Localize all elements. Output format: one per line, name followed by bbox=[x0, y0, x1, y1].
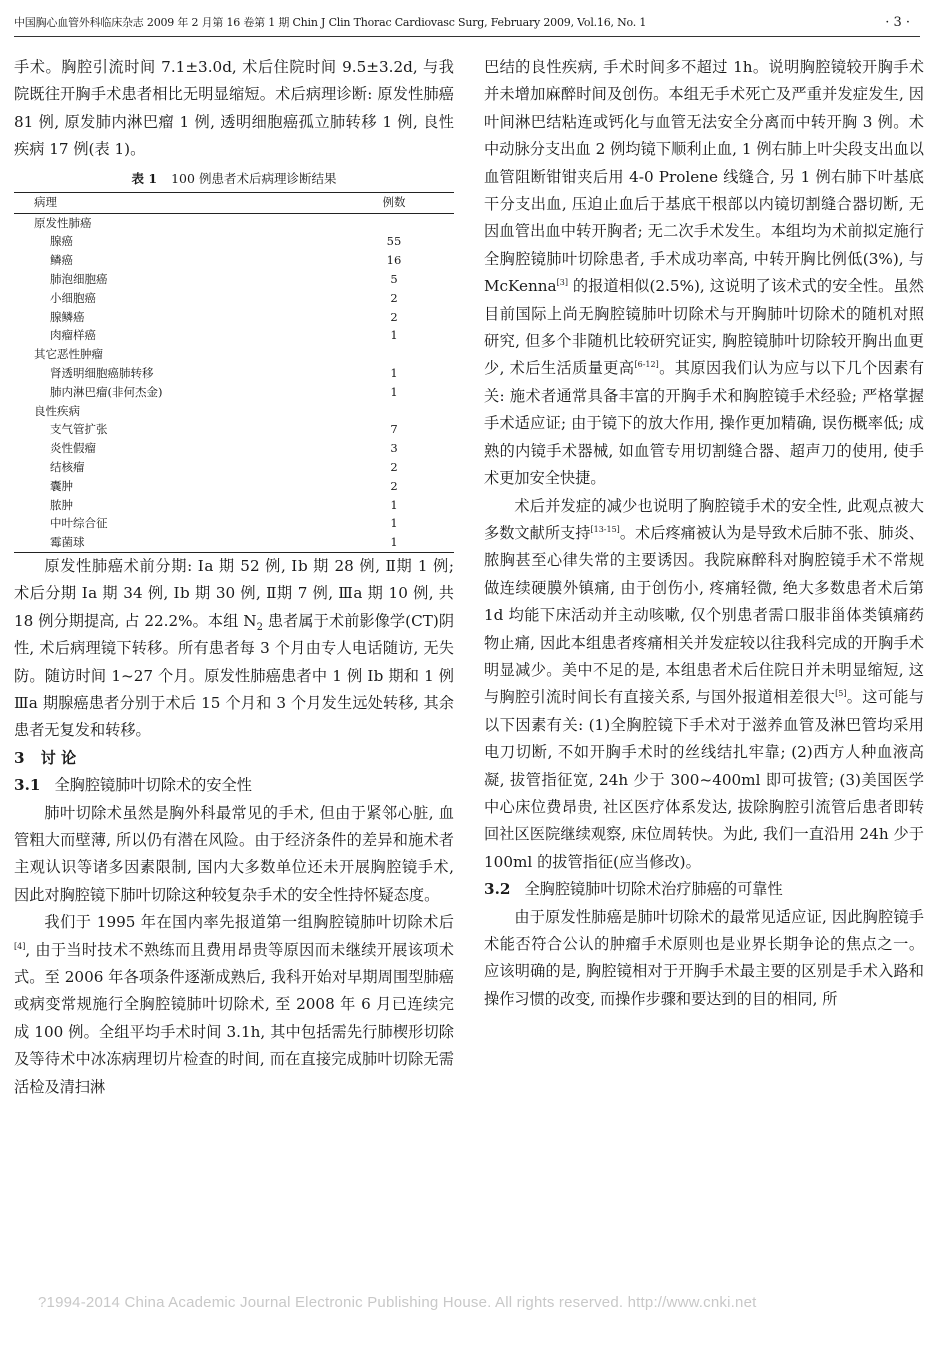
group-label: 良性疾病 bbox=[34, 403, 80, 418]
case-count: 1 bbox=[390, 366, 398, 380]
case-count: 3 bbox=[390, 441, 398, 456]
table-row bbox=[14, 420, 454, 439]
case-count: 2 bbox=[390, 309, 398, 324]
citation[interactable]: [13-15] bbox=[590, 524, 620, 534]
table-row bbox=[14, 439, 454, 458]
case-count: 1 bbox=[390, 328, 398, 343]
table-caption bbox=[14, 170, 454, 188]
paragraph: 由于原发性肺癌是肺叶切除术的最常见适应证, 因此胸腔镜手术能否符合公认的肿瘤手术原则也是业界长期争论的焦点之一。应该明确的是, 胸腔镜相对于开胸手术最主要的区别是手术入路和操作习惯的改变, 而操作步骤和要达到的目的相同, 所 bbox=[484, 907, 924, 1008]
case-count: 16 bbox=[386, 253, 402, 268]
journal-citation: 中国胸心血管外科临床杂志 2009 年 2 月第 16 卷第 1 期 Chin J Clin Thorac Cardiovasc Surg, February 2009, Vol.16, No. 1 bbox=[14, 16, 647, 29]
table-row bbox=[14, 533, 454, 552]
case-count: 2 bbox=[390, 290, 398, 305]
table-title: 100 例患者术后病理诊断结果 bbox=[171, 170, 337, 186]
table-row bbox=[14, 496, 454, 515]
pathology-name: 腺癌 bbox=[50, 234, 73, 249]
pathology-name: 鳞癌 bbox=[50, 253, 73, 268]
pathology-name: 囊肿 bbox=[50, 478, 73, 493]
case-count: 2 bbox=[390, 478, 398, 493]
left-column bbox=[14, 54, 454, 1101]
pathology-name: 中叶综合征 bbox=[50, 516, 108, 531]
right-column bbox=[484, 54, 924, 1013]
table-row bbox=[14, 289, 454, 308]
table-group-row bbox=[14, 213, 454, 232]
case-count: 5 bbox=[390, 272, 398, 287]
paragraph: 原发性肺癌术前分期: Ⅰa 期 52 例, Ⅰb 期 28 例, Ⅱ期 1 例; 术后分期 Ⅰa 期 34 例, Ⅰb 期 30 例, Ⅱ期 7 例, Ⅲa 期 10 例, 共 18 例分期提高, 占 22.2%。本组 $N_2$ 患者属于术前影像学(CT)阴性, 术后病理镜下转移。所有患者每 3 个月由专人电话随访, 无失防。随访时间 1~27 个月。原发性肺癌患者中 1 例 Ⅰb 期和 1 例 Ⅲa 期腺癌患者分别于术后 15 个月和 3 个月发生远处转移, 其余患者无复发和转移。 bbox=[14, 556, 455, 740]
subsection-heading: 3.2 全胸腔镜肺叶切除术治疗肺癌的可靠性 bbox=[484, 880, 783, 899]
case-count: 1 bbox=[390, 384, 398, 399]
column-header-pathology: 病理 bbox=[14, 192, 334, 213]
pathology-name: 炎性假瘤 bbox=[50, 441, 96, 456]
pathology-name: 肺泡细胞癌 bbox=[50, 272, 108, 287]
citation[interactable]: [5] bbox=[835, 689, 847, 699]
case-count: 1 bbox=[390, 516, 398, 531]
table-row bbox=[14, 251, 454, 270]
paragraph: 术后并发症的减少也说明了胸腔镜手术的安全性, 此观点被大多数文献所支持[13-15]。术后疼痛被认为是导致术后肺不张、肺炎、脓胸甚至心律失常的主要诱因。我院麻醉科对胸腔镜手术不常规做连续硬膜外镇痛, 由于创伤小, 疼痛轻微, 绝大多数患者术后第 1d 均能下床活动并主动咳嗽, 仅个别患者需口服非甾体类镇痛药物止痛, 因此本组患者疼痛相关并发症较以往我科完成的开胸手术明显减少。美中不足的是, 本组患者术后住院日并未明显缩短, 这与胸腔引流时间长有直接关系, 与国外报道相差很大[5]。这可能与以下因素有关: (1)全胸腔镜下手术对于滋养血管及淋巴管均采用电刀切断, 不如开胸手术时的丝线结扎牢靠; (2)西方人种血液高凝, 拔管指征宽, 24h 少于 300~400ml 即可拔管; (3)美国医学中心床位费昂贵, 社区医疗体系发达, 拔除胸腔引流管后患者即转回社区医院继续观察, 床位周转快。为此, 我们一直沿用 24h 少于 100ml 的拔管指征(应当修改)。 bbox=[484, 496, 925, 871]
pathology-name: 结核瘤 bbox=[50, 459, 85, 474]
page-number: · 3 · bbox=[885, 15, 910, 30]
table-row bbox=[14, 514, 454, 533]
citation[interactable]: [3] bbox=[556, 278, 568, 288]
table-row bbox=[14, 326, 454, 345]
table-row bbox=[14, 458, 454, 477]
table-header-row bbox=[14, 192, 454, 213]
copyright-watermark: ?1994-2014 China Academic Journal Electronic Publishing House. All rights reserved. http://www.cnki.net bbox=[38, 1294, 757, 1311]
table-row bbox=[14, 308, 454, 327]
case-count: 2 bbox=[390, 459, 398, 474]
paragraph: 手术。胸腔引流时间 7.1±3.0d, 术后住院时间 9.5±3.2d, 与我院既往开胸手术患者相比无明显缩短。术后病理诊断: 原发性肺癌 81 例, 原发肺内淋巴瘤 1 例, 透明细胞癌孤立肺转移 1 例, 良性疾病 17 例(表 1)。 bbox=[14, 58, 454, 159]
table-row bbox=[14, 232, 454, 251]
table-row bbox=[14, 364, 454, 383]
pathology-name: 肉瘤样癌 bbox=[50, 328, 96, 343]
table-row bbox=[14, 477, 454, 496]
case-count: 1 bbox=[390, 497, 398, 512]
pathology-table bbox=[14, 192, 454, 553]
case-count: 1 bbox=[390, 535, 398, 550]
table-group-row bbox=[14, 345, 454, 364]
table-number: 表 1 bbox=[131, 170, 158, 186]
pathology-name: 肾透明细胞癌肺转移 bbox=[50, 366, 154, 380]
pathology-name: 脓肿 bbox=[50, 497, 73, 512]
paragraph: 巴结的良性疾病, 手术时间多不超过 1h。说明胸腔镜较开胸手术并未增加麻醉时间及创伤。本组无手术死亡及严重并发症发生, 因叶间淋巴结粘连或钙化与血管无法安全分离而中转开胸 3 例。术中动脉分支出血 2 例均镜下顺利止血, 1 例右肺上叶尖段支出血以血管阻断钳钳夹后用 4-0 Prolene 线缝合, 另 1 例右肺下叶基底干分支出血, 压迫止血后于基底干根部以内镜切割缝合器切断, 无因血管出血中转开胸者; 无二次手术发生。本组均为术前拟定施行全胸腔镜肺叶切除患者, 手术成功率高, 中转开胸比例低(3%), 与 McKenna[3] 的报道相似(2.5%), 这说明了该术式的安全性。虽然目前国际上尚无胸腔镜肺叶切除术与开胸肺叶切除术的随机对照研究, 但多个非随机比较研究证实, 胸腔镜肺叶切除较开胸出血更少, 术后生活质量更高[6-12]。其原因我们认为应与以下几个因素有关: 施术者通常具备丰富的开胸手术和胸腔镜手术经验; 严格掌握手术适应证; 由于镜下的放大作用, 操作更加精确, 误伤概率低; 成熟的内镜手术器械, 如血管专用切割缝合器、超声刀的使用, 使手术更加安全快捷。 bbox=[484, 58, 925, 488]
group-label: 原发性肺癌 bbox=[34, 215, 92, 230]
case-count: 7 bbox=[390, 422, 398, 437]
table-row bbox=[14, 270, 454, 289]
table-body bbox=[14, 213, 454, 552]
pathology-name: 肺内淋巴瘤(非何杰金) bbox=[50, 384, 163, 399]
case-count: 55 bbox=[386, 234, 402, 249]
paragraph: 我们于 1995 年在国内率先报道第一组胸腔镜肺叶切除术后[4], 由于当时技术不熟练而且费用昂贵等原因而未继续开展该项术式。至 2006 年各项条件逐渐成熟后, 我科开始对早期周围型肺癌或病变常规施行全胸腔镜肺叶切除术, 至 2008 年 6 月已连续完成 100 例。全组平均手术时间 3.1h, 其中包括需先行肺楔形切除及等待术中冰冻病理切片检查的时间, 而在直接完成肺叶切除无需活检及清扫淋 bbox=[14, 913, 454, 1096]
subsection-heading: 3.1 全胸腔镜肺叶切除术的安全性 bbox=[14, 776, 252, 795]
paragraph: 肺叶切除术虽然是胸外科最常见的手术, 但由于紧邻心脏, 血管粗大而壁薄, 所以仍有潜在风险。由于经济条件的差异和施术者主观认识等诸多因素限制, 国内大多数单位还未开展胸腔镜手术, 因此对胸腔镜下肺叶切除这种较复杂手术的安全性持怀疑态度。 bbox=[14, 803, 454, 904]
citation[interactable]: [6-12] bbox=[634, 360, 659, 370]
pathology-name: 小细胞癌 bbox=[50, 290, 96, 305]
pathology-name: 支气管扩张 bbox=[50, 422, 108, 437]
citation[interactable]: [4] bbox=[14, 941, 26, 951]
table-row bbox=[14, 383, 454, 402]
group-label: 其它恶性肿瘤 bbox=[34, 347, 103, 362]
running-header bbox=[14, 10, 920, 37]
column-header-count: 例数 bbox=[334, 192, 454, 213]
pathology-name: 霉菌球 bbox=[50, 535, 85, 550]
pathology-name: 腺鳞癌 bbox=[50, 309, 85, 324]
section-heading: 3 讨 论 bbox=[14, 748, 77, 767]
table-group-row bbox=[14, 402, 454, 421]
